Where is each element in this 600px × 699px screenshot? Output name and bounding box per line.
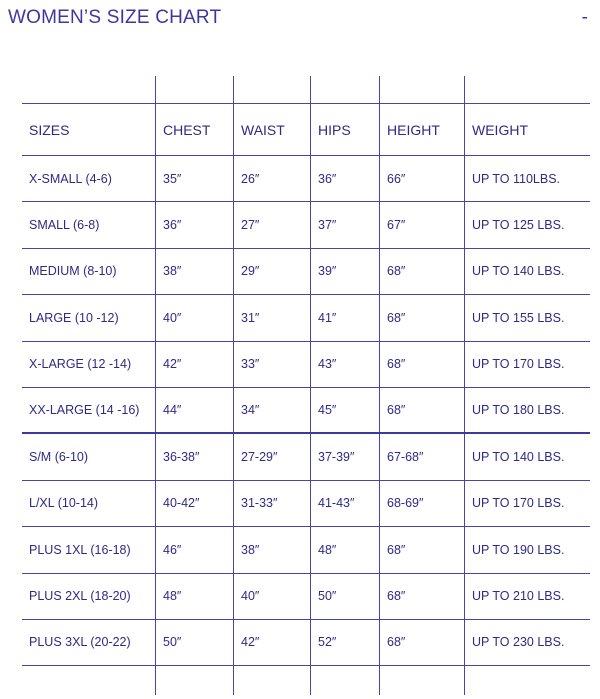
table-row [22, 481, 590, 527]
table-bottom-spacer-row [22, 666, 590, 695]
chest-cell: 35″ [155, 156, 233, 201]
page-title: WOMEN’S SIZE CHART [8, 7, 222, 28]
chest-cell: 48″ [155, 574, 233, 619]
waist-cell: 40″ [233, 574, 310, 619]
hips-cell: 48″ [310, 527, 379, 572]
table-row [22, 295, 590, 341]
column-header-height: HEIGHT [379, 104, 464, 155]
height-cell: 68″ [379, 342, 464, 387]
hips-cell: 41-43″ [310, 481, 379, 526]
chest-cell: 40″ [155, 295, 233, 340]
chest-cell: 36-38″ [155, 434, 233, 479]
size-cell: PLUS 1XL (16-18) [29, 542, 131, 557]
chest-cell: 42″ [155, 342, 233, 387]
weight-cell: UP TO 110LBS. [464, 156, 590, 201]
table-row [22, 527, 590, 573]
table-header-row [22, 104, 590, 156]
height-cell: 66″ [379, 156, 464, 201]
column-header-weight: WEIGHT [464, 104, 590, 155]
table-row [22, 156, 590, 202]
waist-cell: 34″ [233, 388, 310, 432]
size-cell: X-SMALL (4-6) [29, 171, 112, 186]
table-row [22, 342, 590, 388]
size-cell: PLUS 3XL (20-22) [29, 635, 131, 650]
hips-cell: 50″ [310, 574, 379, 619]
chest-cell: 50″ [155, 620, 233, 665]
table-row [22, 388, 590, 434]
height-cell: 68″ [379, 527, 464, 572]
table-row [22, 620, 590, 666]
column-header-hips: HIPS [310, 104, 379, 155]
size-cell: SMALL (6-8) [29, 218, 100, 233]
weight-cell: UP TO 170 LBS. [464, 481, 590, 526]
hips-cell: 43″ [310, 342, 379, 387]
weight-cell: UP TO 190 LBS. [464, 527, 590, 572]
height-cell: 68″ [379, 295, 464, 340]
waist-cell: 38″ [233, 527, 310, 572]
height-cell: 68″ [379, 620, 464, 665]
height-cell: 68″ [379, 574, 464, 619]
chest-cell: 40-42″ [155, 481, 233, 526]
height-cell: 67″ [379, 202, 464, 247]
chest-cell: 46″ [155, 527, 233, 572]
height-cell: 67-68″ [379, 434, 464, 479]
size-cell: S/M (6-10) [29, 450, 89, 465]
size-cell: L/XL (10-14) [29, 496, 99, 511]
waist-cell: 42″ [233, 620, 310, 665]
hips-cell: 39″ [310, 249, 379, 294]
table-row [22, 202, 590, 248]
size-cell: LARGE (10 -12) [29, 310, 119, 325]
waist-cell: 33″ [233, 342, 310, 387]
waist-cell: 29″ [233, 249, 310, 294]
waist-cell: 27″ [233, 202, 310, 247]
weight-cell: UP TO 210 LBS. [464, 574, 590, 619]
collapse-toggle-button[interactable]: - [581, 7, 588, 28]
size-cell: X-LARGE (12 -14) [29, 357, 132, 372]
chest-cell: 44″ [155, 388, 233, 432]
table-row [22, 434, 590, 480]
height-cell: 68″ [379, 249, 464, 294]
size-cell: XX-LARGE (14 -16) [29, 403, 140, 418]
hips-cell: 52″ [310, 620, 379, 665]
waist-cell: 31″ [233, 295, 310, 340]
hips-cell: 45″ [310, 388, 379, 432]
size-chart-header [8, 4, 592, 32]
hips-cell: 41″ [310, 295, 379, 340]
size-cell: MEDIUM (8-10) [29, 264, 117, 279]
column-header-chest: CHEST [155, 104, 233, 155]
weight-cell: UP TO 155 LBS. [464, 295, 590, 340]
table-row [22, 574, 590, 620]
table-top-spacer-row [22, 76, 590, 104]
weight-cell: UP TO 230 LBS. [464, 620, 590, 665]
column-header-sizes: SIZES [29, 121, 70, 138]
size-cell: PLUS 2XL (18-20) [29, 589, 131, 604]
weight-cell: UP TO 140 LBS. [464, 249, 590, 294]
column-header-waist: WAIST [233, 104, 310, 155]
waist-cell: 26″ [233, 156, 310, 201]
height-cell: 68″ [379, 388, 464, 432]
chest-cell: 38″ [155, 249, 233, 294]
waist-cell: 27-29″ [233, 434, 310, 479]
weight-cell: UP TO 170 LBS. [464, 342, 590, 387]
weight-cell: UP TO 180 LBS. [464, 388, 590, 432]
table-row [22, 249, 590, 295]
size-chart-table [22, 76, 590, 695]
waist-cell: 31-33″ [233, 481, 310, 526]
hips-cell: 37-39″ [310, 434, 379, 479]
weight-cell: UP TO 125 LBS. [464, 202, 590, 247]
hips-cell: 37″ [310, 202, 379, 247]
weight-cell: UP TO 140 LBS. [464, 434, 590, 479]
chest-cell: 36″ [155, 202, 233, 247]
hips-cell: 36″ [310, 156, 379, 201]
height-cell: 68-69″ [379, 481, 464, 526]
